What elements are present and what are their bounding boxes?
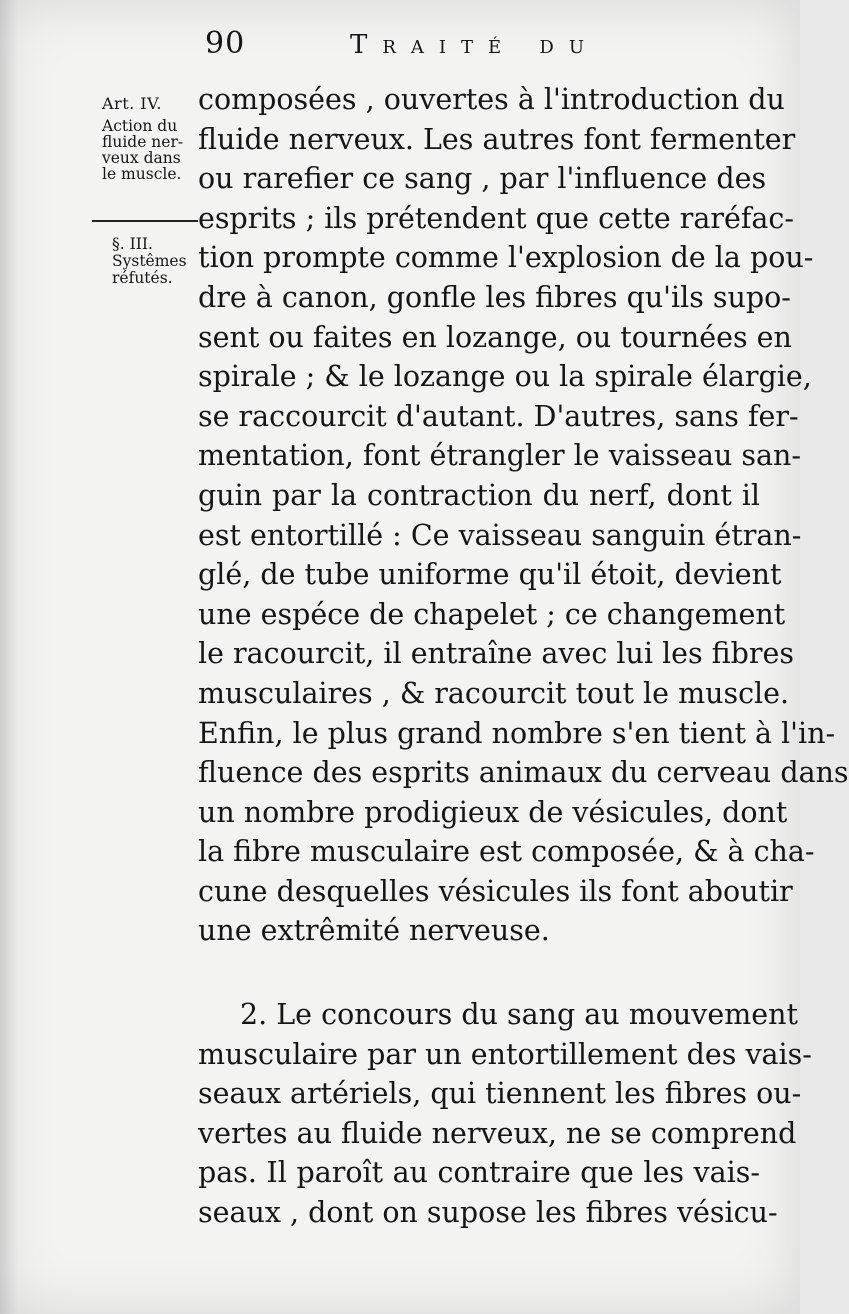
text-line: vertes au fluide nerveux, ne se comprend (198, 1116, 797, 1150)
text-line: tion prompte comme l'explosion de la pou- (198, 241, 814, 275)
margin-section-line: Systêmes (112, 252, 187, 270)
text-line: une espéce de chapelet ; ce changement (198, 597, 786, 631)
text-line: cune desquelles vésicules ils font aboutir (198, 874, 793, 908)
text-line: est entortillé : Ce vaisseau sanguin étran- (198, 518, 802, 552)
text-line: sent ou faites en lozange, ou tournées en (198, 320, 792, 354)
text-line: pas. Il paroît au contraire que les vais- (198, 1156, 760, 1190)
text-line: une extrêmité nerveuse. (198, 914, 550, 948)
margin-note-line: Action du (102, 117, 178, 135)
margin-note-line: fluide ner- (102, 133, 184, 151)
margin-note-line: le muscle. (102, 165, 182, 183)
text-line: mentation, font étrangler le vaisseau san- (198, 439, 802, 473)
text-line: seaux , dont on supose les fibres vésicu- (198, 1196, 778, 1230)
text-line: la fibre musculaire est composée, & à cha- (198, 835, 815, 869)
text-line: le racourcit, il entraîne avec lui les fibres (198, 637, 795, 671)
text-line: guin par la contraction du nerf, dont il (198, 478, 760, 512)
text-line: 2. Le concours du sang au mouvement (240, 998, 798, 1032)
text-line: musculaire par un entortillement des vais- (198, 1037, 812, 1071)
text-line: fluide nerveux. Les autres font fermenter (198, 122, 796, 156)
text-line: fluence des esprits animaux du cerveau dans (198, 756, 849, 790)
running-head: Traité du (350, 30, 600, 60)
text-line: seaux artériels, qui tiennent les fibres ou- (198, 1077, 802, 1111)
margin-section-line: réfutés. (112, 269, 173, 287)
margin-article-label: Art. IV. (102, 94, 162, 113)
page-header (200, 22, 760, 72)
text-line: esprits ; ils prétendent que cette raréfac- (198, 201, 794, 235)
text-line: dre à canon, gonfle les fibres qu'ils supo- (198, 280, 791, 314)
page-gutter-shadow (0, 0, 18, 1314)
text-line: ou rarefier ce sang , par l'influence des (198, 162, 767, 196)
text-line: spirale ; & le lozange ou la spirale élargie, (198, 360, 812, 394)
margin-section-line: §. III. (112, 235, 153, 253)
text-line: glé, de tube uniforme qu'il étoit, devient (198, 558, 782, 592)
text-line: composées , ouvertes à l'introduction du (198, 83, 785, 116)
text-line: se raccourcit d'autant. D'autres, sans fer- (198, 399, 799, 433)
text-line: un nombre prodigieux de vésicules, dont (198, 795, 788, 829)
text-line: Enfin, le plus grand nombre s'en tient à l'in- (198, 716, 836, 750)
body-text (198, 80, 849, 1233)
page-number: 90 (205, 26, 246, 61)
paragraph-gap (198, 951, 760, 995)
margin-article-note (102, 118, 183, 182)
margin-note-line: veux dans (102, 149, 181, 167)
text-line: musculaires , & racourcit tout le muscle. (198, 676, 790, 710)
margin-divider (92, 220, 198, 222)
margin-section-note (112, 236, 187, 287)
